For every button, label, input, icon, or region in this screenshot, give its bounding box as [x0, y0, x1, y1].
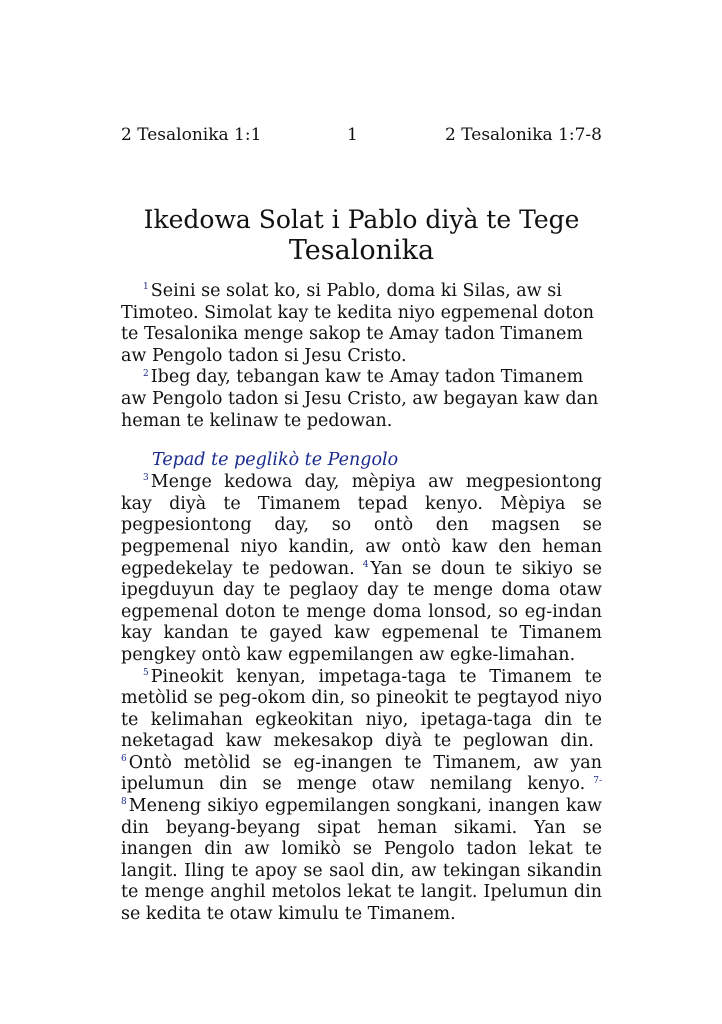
verse-text: Menge kedowa day, mèpiya aw megpesiontong kay diyà te Timanem tepad kenyo. Mèpiya se pegpesiontong day, so ontò den magsen se pegpemenal niyo kandin, aw ontò kaw den heman egpedekelay te pedowan.: [121, 472, 602, 579]
verse-number: 2: [143, 368, 149, 379]
paragraph: [121, 367, 602, 432]
verse-text: Yan se doun te sikiyo se ipegduyun day te peglaoy day te menge doma otaw egpemenal doton te menge doma lonsod, so eg-indan kay kandan te gayed kaw egpemenal te Timanem pengkey ontò kaw egpemilangen aw egke-limahan.: [121, 558, 602, 665]
header-left-reference: 2 Tesalonika 1:1: [121, 125, 262, 145]
book-title-line-2: Tesalonika: [288, 235, 435, 266]
verse-number: 7-8: [121, 775, 602, 808]
verse-number: 1: [143, 282, 149, 293]
book-title-line-1: Ikedowa Solat i Pablo diyà te Tege: [143, 205, 580, 234]
verse-number: 3: [143, 473, 149, 484]
paragraph: [121, 667, 602, 926]
verse-text: Ontò metòlid se eg-inangen te Timanem, aw yan ipelumun din se menge otaw nemilang kenyo.: [121, 752, 602, 795]
verse-text: Ibeg day, tebangan kaw te Amay tadon Timanem aw Pengolo tadon si Jesu Cristo, aw begayan kaw dan heman te kelinaw te pedowan.: [121, 367, 599, 431]
paragraph: [121, 472, 602, 666]
chapter-body: [121, 281, 602, 926]
verse-number: 4: [362, 559, 369, 570]
verse-number: 5: [143, 667, 149, 678]
book-title: [121, 204, 602, 267]
paragraph: [121, 281, 602, 367]
verse-text: Seini se solat ko, si Pablo, doma ki Silas, aw si Timoteo. Simolat kay te kedita niyo egpemenal doton te Tesalonika menge sakop te Amay tadon Timanem aw Pengolo tadon si Jesu Cristo.: [121, 281, 595, 366]
verse-number: 6: [121, 754, 127, 765]
verse-text: Meneng sikiyo egpemilangen songkani, inangen kaw din beyang-beyang sipat heman sikami. Yan se inangen din aw lomikò se Pengolo tadon lekat te langit. Iling te apoy se saol din, aw tekingan sikandin te menge anghil metolos lekat te langit. Ipelumun din se kedita te otaw kimulu te Timanem.: [121, 796, 602, 925]
verse-text: Pineokit kenyan, impetaga-taga te Timanem te metòlid se peg-okom din, so pineokit te pegtayod niyo te kelimahan egkeokitan niyo, ipetaga-taga din te neketagad kaw mekesakop diyà te peglowan din.: [121, 666, 602, 752]
page-number: 1: [347, 125, 358, 145]
section-heading: Tepad te peglikò te Pengolo: [152, 450, 399, 471]
header-right-reference: 2 Tesalonika 1:7-8: [445, 125, 602, 145]
